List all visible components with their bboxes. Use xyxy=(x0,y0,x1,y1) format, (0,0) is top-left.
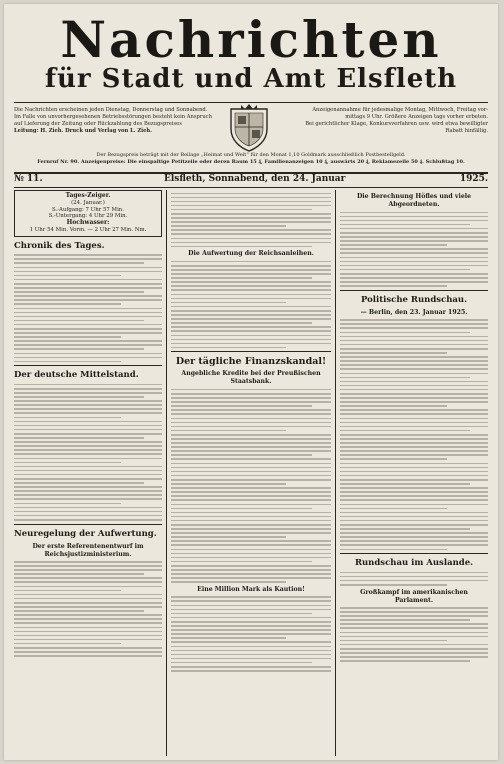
column-divider xyxy=(166,190,167,756)
daily-info-line: 1 Uhr 54 Min. Vorm. — 2 Uhr 27 Min. Nm. xyxy=(29,226,147,233)
section-subheading: Großkampf im amerikanischen Parlament. xyxy=(360,588,468,604)
section-subheading: Angebliche Kredite bei der Preußischen Staatsbank. xyxy=(181,370,321,386)
notice-line: Der Bezugspreis beträgt mit der Beilage „Heimat und Welt“ für den Monat 1,10 Goldmark ausschließlich Postbestellgeld. xyxy=(96,152,406,158)
section-heading: Politische Rundschau. xyxy=(360,294,468,305)
article-text xyxy=(14,561,162,657)
issue-year: 1925. xyxy=(459,174,488,184)
issue-number: № 11. xyxy=(14,174,43,184)
info-right-line: mittags 9 Uhr. Größere Anzeigen tags vorher erbeten. xyxy=(345,114,488,120)
article-divider xyxy=(171,351,331,352)
info-left-line: Die Nachrichten erscheinen jeden Dienstag, Donnerstag und Sonnabend. xyxy=(14,107,208,113)
article-text xyxy=(14,384,162,521)
section-heading: Rundschau im Auslande. xyxy=(354,558,474,569)
daily-info-title: Tages-Zeiger. xyxy=(65,192,111,199)
article-text xyxy=(340,607,488,662)
publication-info-left xyxy=(14,107,219,135)
column-left xyxy=(14,190,162,756)
article-text xyxy=(171,596,331,671)
section-heading: Der tägliche Finanzskandal! xyxy=(175,356,327,368)
article-divider xyxy=(14,365,162,366)
publication-info-right xyxy=(280,107,488,135)
section-subheading: Die Aufwertung der Reichsanleihen. xyxy=(188,250,314,258)
section-subheading: Der erste Referentenentwurf im Reichsjustizministerium. xyxy=(32,542,144,558)
section-heading: Chronik des Tages. xyxy=(14,240,105,251)
info-left-line: auf Lieferung der Zeitung oder Rückzahlung des Bezugspreises xyxy=(14,121,182,127)
article-text xyxy=(340,572,488,586)
section-subheading: — Berlin, den 23. Januar 1925. xyxy=(360,308,468,316)
section-heading: Neuregelung der Aufwertung. xyxy=(14,528,157,539)
daily-info-box xyxy=(14,190,162,237)
article-text xyxy=(171,261,331,349)
subscription-notice xyxy=(14,152,488,165)
column-right xyxy=(340,190,488,756)
column-divider xyxy=(335,190,336,756)
article-text xyxy=(340,212,488,287)
daily-info-line: Hochwasser: xyxy=(66,219,110,227)
dateline xyxy=(14,174,488,186)
newspaper-page xyxy=(4,4,498,760)
daily-info-line: S.-Untergang: 4 Uhr 29 Min. xyxy=(48,213,128,220)
info-right-line: Bei gerichtlicher Klage, Konkursverfahren usw. wird etwa bewilligter xyxy=(305,121,488,127)
info-right-line: Anzeigenannahme für jedesmalige Montag, Mittwoch, Freitag vor- xyxy=(312,107,488,113)
notice-line: Fernruf Nr. 90. Anzeigenpreise: Die einspaltige Petitzeile oder deren Raum 15 ₰, Familienanzeigen 10 ₰, auswärts 20 ₰, Reklamezeile 50 ₰. Schlußtag 10. xyxy=(37,158,465,165)
section-heading: Der deutsche Mittelstand. xyxy=(14,370,139,381)
article-divider xyxy=(340,290,488,291)
daily-info-line: S.-Aufgang: 7 Uhr 57 Min. xyxy=(52,206,124,213)
article-divider xyxy=(14,524,162,525)
dateline-bottom-rule xyxy=(14,187,488,188)
masthead-title: Nachrichten xyxy=(60,10,442,69)
masthead xyxy=(4,12,498,94)
info-left-line: Leitung: H. Zieh. Druck und Verlag von L. Zieh. xyxy=(14,128,152,134)
article-text xyxy=(14,254,162,362)
article-text xyxy=(171,389,331,583)
coat-of-arms-icon xyxy=(225,103,273,153)
article-text xyxy=(340,319,488,550)
daily-info-line: (24. Januar.) xyxy=(71,199,105,206)
info-right-line: Rabatt hinfällig. xyxy=(445,128,488,134)
article-text xyxy=(171,193,331,248)
section-subheading: Eine Million Mark als Kaution! xyxy=(197,585,305,593)
article-divider xyxy=(340,553,488,554)
masthead-subtitle: für Stadt und Amt Elsfleth xyxy=(44,64,458,94)
info-left-line: Im Falle von unvorhergesehenen Betriebsstörungen besteht kein Anspruch xyxy=(14,114,212,120)
section-subheading: Die Berechnung Höfles und viele Abgeordneten. xyxy=(356,193,472,208)
column-middle xyxy=(171,190,331,756)
place-date: Elsfleth, Sonnabend, den 24. Januar xyxy=(164,174,346,184)
